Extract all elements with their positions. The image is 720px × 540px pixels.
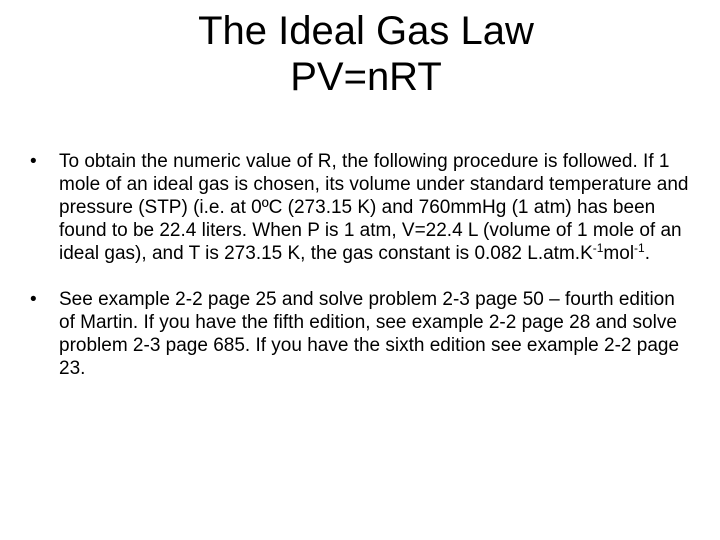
superscript-mol-exponent: -1	[634, 241, 645, 255]
bullet-text: To obtain the numeric value of R, the following procedure is followed. If 1 mole of an ideal gas is chosen, its volume under standard temperature and pressure (STP) (i.e. at 0ºC (273.15 K) and 760mmHg (1 atm) has been found to be 22.4 liters. When P is 1 atm, V=22.4 L (volume of 1 mole of an ideal gas), and T is 273.15 K, the gas constant is 0.082 L.atm.K	[59, 151, 689, 264]
bullet-list	[30, 150, 690, 380]
title-line-1: The Ideal Gas Law	[198, 9, 534, 53]
slide-title	[0, 8, 720, 100]
bullet-marker: •	[30, 289, 37, 310]
bullet-text: See example 2-2 page 25 and solve problem 2-3 page 50 – fourth edition of Martin. If you have the fifth edition, see example 2-2 page 28 and solve problem 2-3 page 685. If you have the sixth edition see example 2-2 page 23.	[59, 289, 680, 379]
bullet-marker: •	[30, 151, 37, 172]
unit-mol: mol	[603, 243, 635, 264]
title-line-2: PV=nRT	[290, 55, 442, 99]
bullet-item-examples	[30, 288, 690, 380]
bullet-end-punctuation: .	[644, 243, 650, 264]
bullet-item-gas-constant	[30, 150, 690, 265]
superscript-k-exponent: -1	[592, 241, 604, 255]
